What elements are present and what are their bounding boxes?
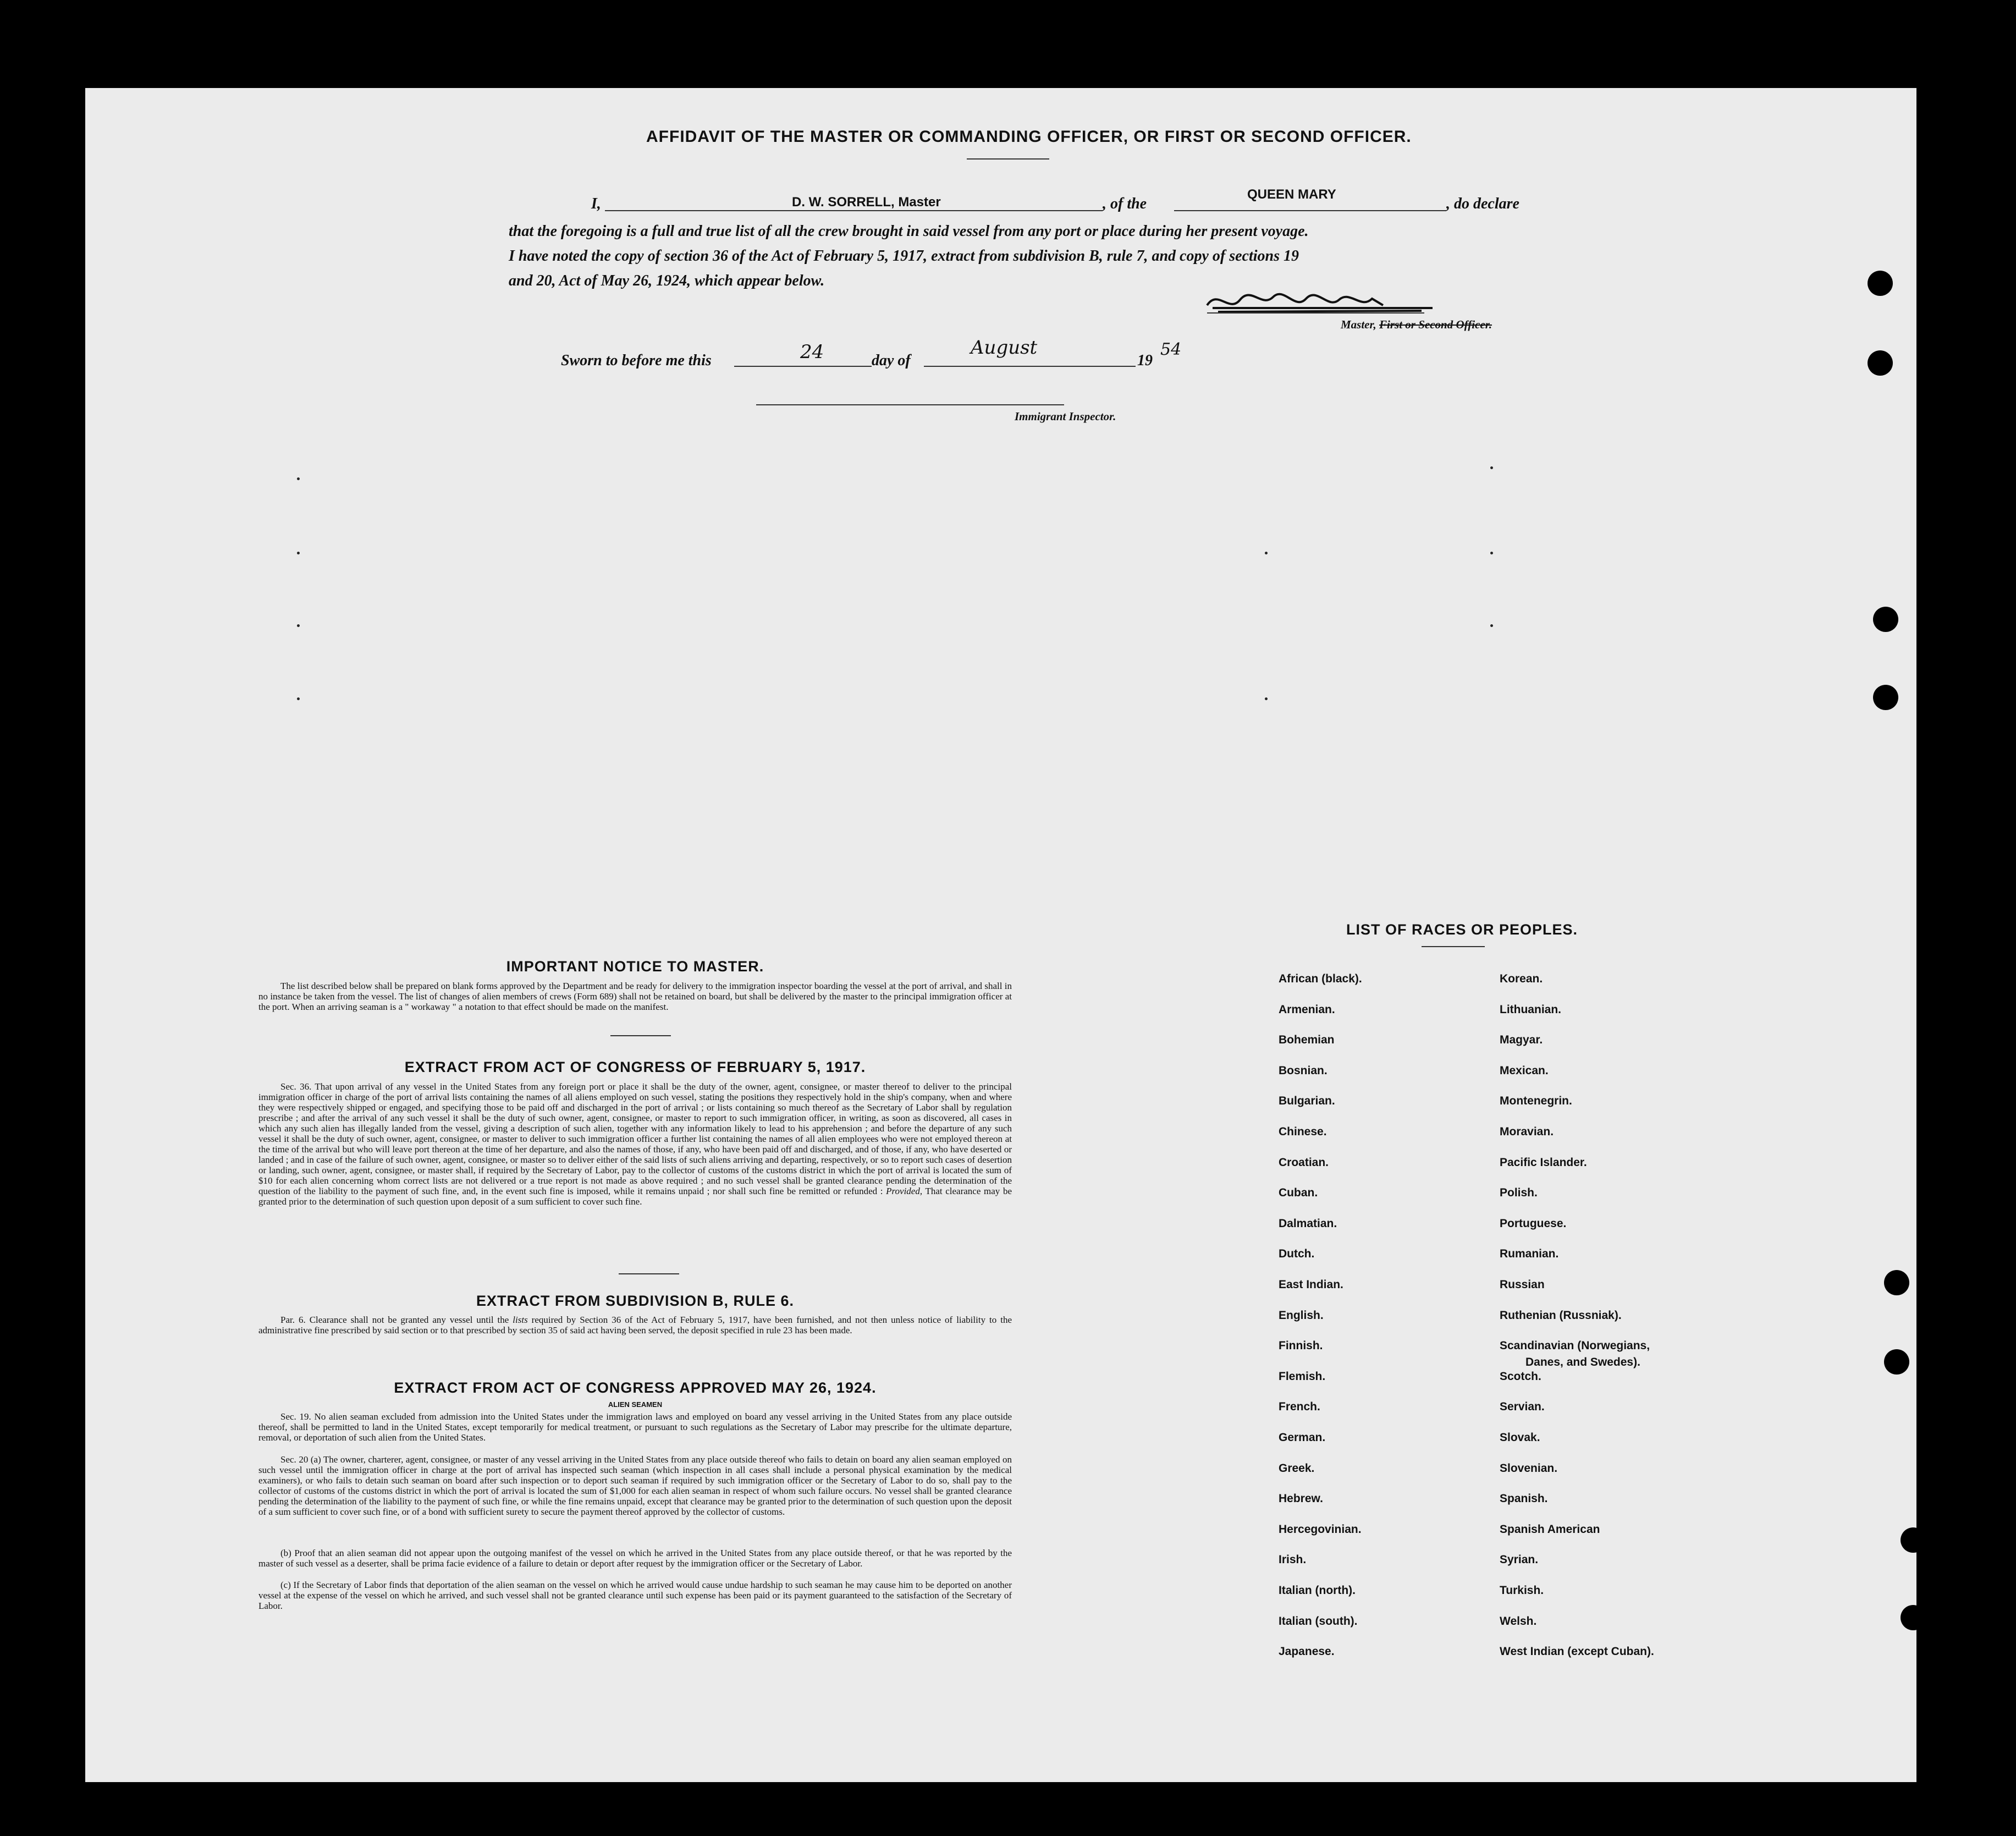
race-item-left: Hercegovinian.	[1279, 1522, 1362, 1536]
races-rule	[1422, 946, 1485, 947]
affidavit-body-line2: I have noted the copy of section 36 of the Act of February 5, 1917, extract from subdivision B, rule 7, and copy of sections 19	[509, 248, 1299, 265]
sec-36-end: That clearance may be granted prior to the determination of such question upon deposit of a sum sufficient to cover such fine.	[258, 1186, 1012, 1207]
notice-heading: IMPORTANT NOTICE TO MASTER.	[506, 958, 764, 975]
par-6-text-a: Clearance shall not be granted any vessel until the	[309, 1315, 509, 1325]
race-item-right: Slovak.	[1500, 1431, 1540, 1444]
vessel-name-line	[1174, 210, 1446, 211]
race-item-left: Hebrew.	[1279, 1492, 1323, 1505]
race-item-right: Slovenian.	[1500, 1461, 1558, 1475]
proviso-word: Provided,	[886, 1186, 923, 1196]
race-item-left: Dutch.	[1279, 1247, 1315, 1261]
race-item-right: Moravian.	[1500, 1125, 1554, 1138]
extract-1917-text	[258, 1081, 1012, 1207]
speck	[297, 697, 300, 700]
race-item-left: Armenian.	[1279, 1003, 1335, 1016]
speck	[297, 624, 300, 627]
punch-hole	[1901, 1605, 1926, 1630]
race-item-right: Rumanian.	[1500, 1247, 1559, 1261]
race-item-right: Portuguese.	[1500, 1217, 1567, 1230]
race-item-left: Greek.	[1279, 1461, 1315, 1475]
rule6-text	[258, 1315, 1012, 1335]
punch-hole	[1884, 1270, 1909, 1295]
race-item-left: Italian (north).	[1279, 1584, 1356, 1597]
sec-36-body: That upon arrival of any vessel in the United States from any foreign port or place it shall be the duty of the owner, agent, consignee, or master thereof to deliver to the principal immigration officer in charge of the port of arrival lists containing the names of all aliens employed on such vessel, stating the positions they respectively hold in the ship's company, when and where they were respectively shipped or engaged, and specifying those to be paid off and discharged in the port of arrival ; or lists containing so much thereof as the Secretary of Labor shall by regulation prescribe ; and after the arrival of any such vessel it shall be the duty of such owner, agent, consignee, or master to report to such immigration officer, in writing, as soon as discovered, all cases in which any such alien has illegally landed from the vessel, giving a description of such alien, together with any information likely to lead to his apprehension ; and before the departure of any such vessel it shall be the duty of such owner, agent, consignee, or master to deliver to such immigration officer a further list containing the names of all alien employees who were not employed thereon at the time of the arrival but who will leave port thereon at the time of her departure, and also the names of those, if any, who have been paid off and discharged, and of those, if any, who have deserted or landed ; and in case of the failure of such owner, agent, consignee, or master so to deliver either of the said lists of such aliens arriving and departing, respectively, or so to report such cases of desertion or landing, such owner, agent, consignee, or master shall, if required by the Secretary of Labor, pay to the collector of customs of the customs district in which the port of arrival is located the sum of $10 for each alien concerning whom correct lists are not delivered or a true report is not made as above required ; and no such vessel shall be granted clearance pending the determination of the question of the liability to the payment of such fine, and, in the event such fine is imposed, while it remains unpaid ; nor shall such fine be remitted or refunded :	[258, 1081, 1012, 1196]
race-item-left: Irish.	[1279, 1553, 1307, 1566]
race-item-right: Magyar.	[1500, 1034, 1543, 1047]
caption-struck: First or Second Officer.	[1379, 318, 1492, 331]
races-heading: LIST OF RACES OR PEOPLES.	[1346, 921, 1578, 938]
par-6-text-b: required by Section 36 of the Act of February 5, 1917, have been furnished, and not then unless notice of liability to the administrative fine prescribed by said section or to that prescribed by section 35 of said act having been served, the deposit specified in rule 23 has been made.	[258, 1315, 1012, 1335]
race-item-right: Polish.	[1500, 1186, 1538, 1200]
race-item-left: Bosnian.	[1279, 1064, 1328, 1077]
sworn-month: August	[971, 337, 1038, 359]
speck	[1490, 466, 1493, 469]
par-6-label: Par. 6.	[280, 1315, 306, 1325]
punch-hole	[1868, 350, 1893, 376]
sworn-month-line	[924, 366, 1136, 367]
race-item-right: Welsh.	[1500, 1614, 1537, 1628]
race-item-right: Spanish.	[1500, 1492, 1548, 1505]
race-item-right: Servian.	[1500, 1400, 1545, 1414]
punch-hole	[1873, 685, 1898, 710]
inspector-caption: Immigrant Inspector.	[1015, 410, 1116, 423]
race-item-left: Finnish.	[1279, 1339, 1323, 1353]
race-item-right: Spanish American	[1500, 1522, 1600, 1536]
notice-rule	[610, 1035, 671, 1036]
sec-19-text: Sec. 19. No alien seaman excluded from admission into the United States under the immigration laws and employed on board any vessel arriving in the United States from any place outside thereof, shall be permitted to land in the United States, except temporarily for medical treatment, or pursuant to such regulations as the Secretary of Labor may prescribe for the ultimate departure, removal, or deportation of such alien from the United States.	[258, 1411, 1012, 1443]
affidavit-title: AFFIDAVIT OF THE MASTER OR COMMANDING OFFICER, OR FIRST OR SECOND OFFICER.	[646, 128, 1412, 146]
extract-1917-heading: EXTRACT FROM ACT OF CONGRESS OF FEBRUARY 5, 1917.	[404, 1059, 866, 1075]
race-item-left: Croatian.	[1279, 1156, 1329, 1169]
punch-hole	[1868, 271, 1893, 296]
race-item-right: Ruthenian (Russniak).	[1500, 1309, 1622, 1322]
sec-20c-text: (c) If the Secretary of Labor finds that deportation of the alien seaman on the vessel on which he arrived would cause undue hardship to such seaman he may cause him to be deported on another vessel at the expense of the vessel on which he arrived, and such vessel shall not be granted clearance until such expense has been paid or its payment guaranteed to the satisfaction of the Secretary of Labor.	[258, 1580, 1012, 1611]
act-1924-heading: EXTRACT FROM ACT OF CONGRESS APPROVED MAY 26, 1924.	[394, 1379, 877, 1396]
race-item-right: Russian	[1500, 1278, 1545, 1291]
race-item-left: Chinese.	[1279, 1125, 1327, 1138]
race-item-left: Dalmatian.	[1279, 1217, 1337, 1230]
year-suffix: 54	[1160, 340, 1182, 359]
speck	[1490, 624, 1493, 627]
race-item-left: Bohemian	[1279, 1034, 1335, 1047]
race-item-left: German.	[1279, 1431, 1326, 1444]
of-the-label: , of the	[1103, 195, 1147, 212]
race-item-right: West Indian (except Cuban).	[1500, 1645, 1654, 1658]
race-item-left: East Indian.	[1279, 1278, 1343, 1291]
race-item-left: African (black).	[1279, 972, 1362, 985]
inspector-line	[756, 404, 1064, 405]
sworn-day: 24	[800, 341, 824, 363]
affidavit-body-line1: that the foregoing is a full and true list of all the crew brought in said vessel from any port or place during her present voyage.	[509, 223, 1309, 240]
sworn-label: Sworn to before me this	[561, 352, 712, 369]
day-of-label: day of	[872, 352, 911, 369]
vessel-name: QUEEN MARY	[1247, 187, 1336, 202]
speck	[1265, 697, 1268, 700]
year-prefix: 19	[1137, 352, 1153, 369]
race-item-left: French.	[1279, 1400, 1320, 1414]
sworn-day-line	[734, 366, 872, 367]
signature-caption	[1341, 318, 1492, 332]
i-label: I,	[591, 195, 601, 212]
punch-hole	[1884, 1349, 1909, 1375]
notice-text: The list described below shall be prepared on blank forms approved by the Department and be ready for delivery to the immigration inspector boarding the vessel at the port of arrival, and shall in no instance be taken from the vessel. The list of changes of alien members of crews (Form 689) shall not be retained on board, but shall be delivered by the master to the principal immigration officer at the port. When an arriving seaman is a " workaway " a notation to that effect should be made on the manifest.	[258, 981, 1012, 1012]
speck	[297, 552, 300, 554]
officer-name-line	[605, 210, 1103, 211]
officer-name: D. W. SORRELL, Master	[792, 195, 941, 210]
race-right-scandinavian-line2: Danes, and Swedes).	[1525, 1356, 1640, 1368]
punch-hole	[1873, 607, 1898, 632]
race-item-right: Korean.	[1500, 972, 1543, 985]
rule6-heading: EXTRACT FROM SUBDIVISION B, RULE 6.	[476, 1293, 795, 1309]
race-item-right: Syrian.	[1500, 1553, 1539, 1566]
affidavit-body-line3: and 20, Act of May 26, 1924, which appear below.	[509, 272, 825, 289]
speck	[297, 477, 300, 480]
master-signature	[1202, 283, 1449, 319]
race-item-right: Pacific Islander.	[1500, 1156, 1587, 1169]
extract-1917-rule	[619, 1273, 679, 1274]
speck	[1265, 552, 1268, 554]
sec-20b-text: (b) Proof that an alien seaman did not appear upon the outgoing manifest of the vessel on which he arrived in the United States from any place outside thereof, or that he was reported by the master of such vessel as a deserter, shall be prima facie evidence of a failure to detain or deport after request by the immigration officer or the Secretary of Labor.	[258, 1548, 1012, 1569]
race-item-left: Japanese.	[1279, 1645, 1335, 1658]
race-item-right: Turkish.	[1500, 1584, 1544, 1597]
race-item-left: Cuban.	[1279, 1186, 1318, 1200]
signature-line	[1207, 312, 1424, 314]
title-rule	[967, 158, 1049, 160]
punch-hole	[1901, 1527, 1926, 1553]
race-item-left: Flemish.	[1279, 1370, 1326, 1383]
race-item-right: Mexican.	[1500, 1064, 1549, 1077]
race-item-left: English.	[1279, 1309, 1324, 1322]
race-item-right: Lithuanian.	[1500, 1003, 1561, 1016]
race-item-right: Scotch.	[1500, 1370, 1541, 1383]
race-item-right: Scandinavian (Norwegians,	[1500, 1339, 1650, 1353]
sec-20a-text: Sec. 20 (a) The owner, charterer, agent, consignee, or master of any vessel arriving in the United States from any place outside thereof who fails to detain on board any alien seaman employed on such vessel until the immigration officer in charge at the port of arrival has inspected such seaman (which inspection in all cases shall include a personal physical examination by the medical examiners), or who fails to detain such seaman on board after such inspection or to deport such seaman if required by such immigration officer or the Secretary of Labor to do so, shall pay to the collector of customs of the customs district in which the port of arrival is located the sum of $1,000 for each alien seaman in respect of whom such failure occurs. No vessel shall be granted clearance pending the determination of the liability to the payment of such fine, or while the fine remains unpaid, except that clearance may be granted prior to the determination of such question upon the deposit of a sum sufficient to cover such fine, or of a bond with sufficient surety to secure the payment thereof approved by the collector of customs.	[258, 1454, 1012, 1517]
alien-seamen-subheading: ALIEN SEAMEN	[608, 1400, 663, 1409]
speck	[1490, 552, 1493, 554]
race-item-left: Bulgarian.	[1279, 1095, 1335, 1108]
race-item-right: Montenegrin.	[1500, 1095, 1572, 1108]
lists-word: lists	[513, 1315, 528, 1325]
race-item-left: Italian (south).	[1279, 1614, 1358, 1628]
caption-master: Master,	[1341, 318, 1376, 331]
sec-36-label: Sec. 36.	[280, 1081, 312, 1092]
declare-label: , do declare	[1446, 195, 1519, 212]
